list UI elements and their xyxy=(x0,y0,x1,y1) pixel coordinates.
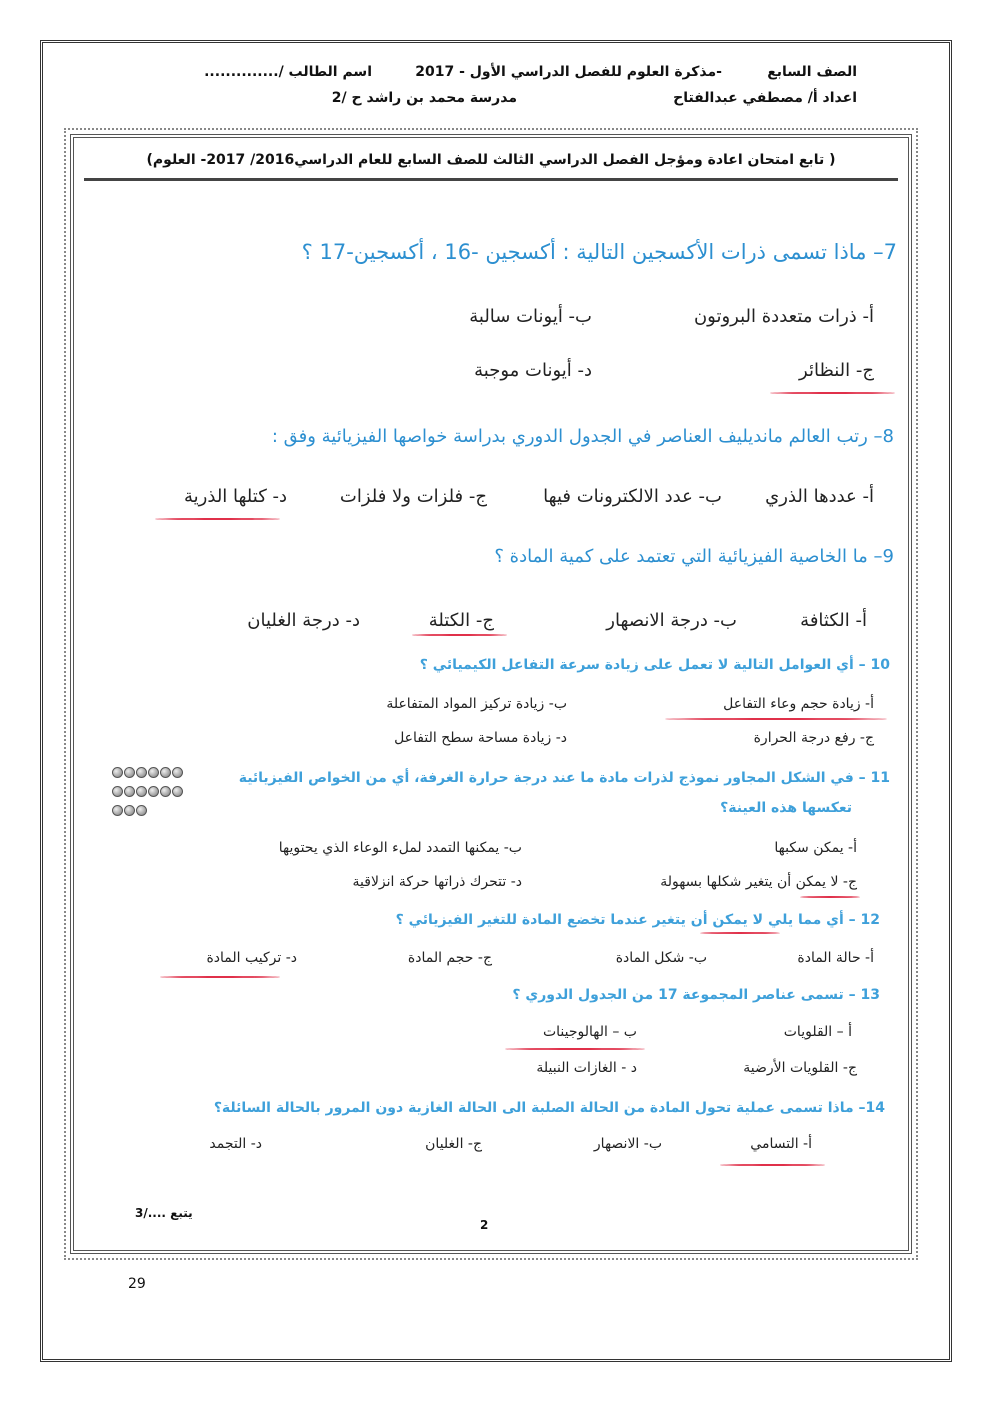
q7-option-c: ج- النظائر xyxy=(799,360,874,381)
q9-option-b: ب- درجة الانصهار xyxy=(606,610,737,631)
header-memo-text: -مذكرة العلوم للفصل الدراسي الأول - xyxy=(459,64,722,80)
exam-sheet xyxy=(70,134,912,1254)
answer-underline xyxy=(155,518,280,520)
q13-option-c: ج- القلويات الأرضية xyxy=(743,1060,857,1076)
q11-option-b: ب- يمكنها التمدد لملء الوعاء الذي يحتويها xyxy=(278,840,522,856)
particle-sphere xyxy=(112,805,123,816)
particle-sphere xyxy=(160,767,171,778)
q12-option-d: د- تركيب المادة xyxy=(206,950,297,966)
particle-sphere xyxy=(148,767,159,778)
header-school: مدرسة محمد بن راشد ح /2 xyxy=(331,90,517,106)
header-grade: الصف السابع xyxy=(767,64,857,80)
q10-option-c: ج- رفع درجة الحرارة xyxy=(753,730,874,746)
q9-option-c: ج- الكتلة xyxy=(428,610,494,631)
particle-sphere xyxy=(124,786,135,797)
question-10: 10 – أي العوامل التالية لا تعمل على زيادة سرعة التفاعل الكيميائي ؟ xyxy=(419,657,890,673)
particle-model-figure xyxy=(112,764,186,804)
q8-option-d: د- كتلها الذرية xyxy=(184,486,287,507)
answer-underline xyxy=(412,634,507,636)
q14-option-b: ب- الانصهار xyxy=(593,1136,662,1152)
particle-sphere xyxy=(112,767,123,778)
question-13: 13 – تسمى عناصر المجموعة 17 من الجدول الدوري ؟ xyxy=(512,987,880,1003)
particle-sphere xyxy=(160,786,171,797)
particle-sphere xyxy=(124,767,135,778)
q8-option-c: ج- فلزات ولا فلزات xyxy=(339,486,487,507)
header-prepared-by: اعداد أ/ مصطفي عبدالفتاح xyxy=(673,90,857,106)
question-7: 7– ماذا تسمى ذرات الأكسجين التالية : أكسجين -16 ، أكسجين-17 ؟ xyxy=(301,240,897,264)
q10-option-b: ب- زيادة تركيز المواد المتفاعلة xyxy=(386,696,567,712)
q14-option-c: ج- الغليان xyxy=(425,1136,482,1152)
q7-option-b: ب- أيونات سالبة xyxy=(469,306,592,327)
page-number: 29 xyxy=(128,1276,146,1292)
q14-option-a: أ- التسامي xyxy=(750,1136,812,1152)
header-memo xyxy=(415,64,722,80)
particle-sphere xyxy=(112,786,123,797)
question-8: 8– رتب العالم مانديليف العناصر في الجدول الدوري بدراسة خواصها الفيزيائية وفق : xyxy=(271,426,894,447)
inner-page-number: 2 xyxy=(480,1218,489,1232)
answer-underline xyxy=(700,932,780,934)
header-student-name: اسم الطالب /.............. xyxy=(204,64,372,80)
particle-sphere xyxy=(136,786,147,797)
question-9: 9– ما الخاصية الفيزيائية التي تعتمد على كمية المادة ؟ xyxy=(494,546,894,567)
particle-sphere xyxy=(172,767,183,778)
q9-option-d: د- درجة الغليان xyxy=(247,610,360,631)
answer-underline xyxy=(720,1164,825,1166)
q12-option-c: ج- حجم المادة xyxy=(407,950,492,966)
q13-option-d: د - الغازات النبيلة xyxy=(536,1060,637,1076)
particle-sphere xyxy=(172,786,183,797)
q11-option-d: د- تتحرك ذراتها حركة انزلاقية xyxy=(352,874,522,890)
q10-option-a: أ- زيادة حجم وعاء التفاعل xyxy=(723,696,874,712)
q12-option-a: أ- حالة المادة xyxy=(797,950,874,966)
question-11: 11 – في الشكل المجاور نموذج لذرات مادة ما عند درجة حرارة الغرفة، أي من الخواص الفيزيائية xyxy=(238,770,890,786)
q7-option-a: أ- ذرات متعددة البروتون xyxy=(693,306,874,327)
q10-option-d: د- زيادة مساحة سطح التفاعل xyxy=(394,730,567,746)
exam-title: ( تابع امتحان اعادة ومؤجل الفصل الدراسي الثالث للصف السابع للعام الدراسي2016/ 2017- العلوم) xyxy=(84,142,898,181)
q8-option-b: ب- عدد الالكترونات فيها xyxy=(543,486,722,507)
question-11-continued: تعكسها هذه العينة؟ xyxy=(720,800,852,816)
particle-sphere xyxy=(124,805,135,816)
q7-option-d: د- أيونات موجبة xyxy=(474,360,592,381)
q11-option-c: ج- لا يمكن أن يتغير شكلها بسهولة xyxy=(660,874,857,890)
question-14: 14– ماذا تسمى عملية تحول المادة من الحالة الصلبة الى الحالة الغازية دون المرور بالحالة السائلة؟ xyxy=(213,1100,885,1116)
header-year: 2017 xyxy=(415,64,455,80)
q8-option-a: أ- عددها الذري xyxy=(765,486,874,507)
question-12: 12 – أي مما يلي لا يمكن أن يتغير عندما تخضع المادة للتغير الفيزيائي ؟ xyxy=(395,912,880,928)
answer-underline xyxy=(770,392,895,394)
q11-option-a: أ- يمكن سكبها xyxy=(774,840,857,856)
answer-underline xyxy=(800,896,860,898)
particle-sphere xyxy=(136,805,147,816)
particle-sphere xyxy=(148,786,159,797)
q14-option-d: د- التجمد xyxy=(209,1136,262,1152)
answer-underline xyxy=(505,1048,645,1050)
particle-sphere xyxy=(136,767,147,778)
answer-underline xyxy=(665,718,887,720)
q13-option-a: أ – القلويات xyxy=(783,1024,852,1040)
q9-option-a: أ- الكثافة xyxy=(800,610,867,631)
answer-underline xyxy=(160,976,280,978)
continued-note: يتبع ..../3 xyxy=(135,1206,193,1220)
q12-option-b: ب- شكل المادة xyxy=(615,950,707,966)
q13-option-b: ب – الهالوجينات xyxy=(542,1024,637,1040)
